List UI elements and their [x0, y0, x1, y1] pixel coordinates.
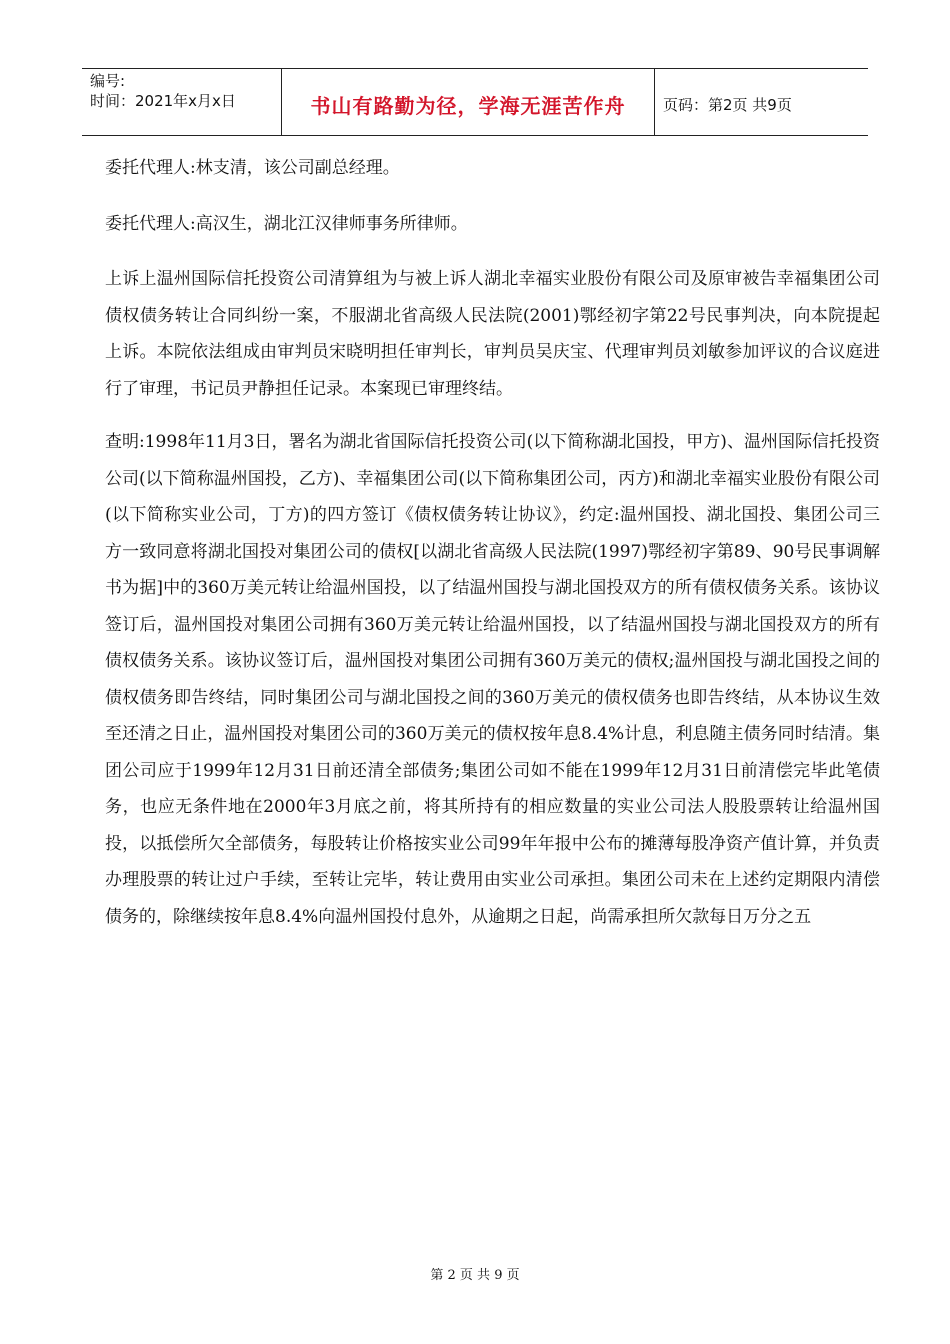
page-footer — [0, 1264, 950, 1283]
header-page-info: 页码：第2页 共9页 — [663, 95, 792, 114]
footer-middle: 页 共 — [459, 1268, 491, 1283]
document-number-label: 编号: — [90, 72, 126, 90]
footer-page-number: 2 — [447, 1268, 456, 1283]
paragraph-facts: 查明:1998年11月3日，署名为湖北省国际信托投资公司(以下简称湖北国投，甲方)、温州国际信托投资公司(以下简称温州国投，乙方)、幸福集团公司(以下简称集团公司，丙方)和湖北幸福实业股份有限公司(以下简称实业公司，丁方)的四方签订《债权债务转让协议》，约定:温州国投、湖北国投、集团公司三方一致同意将湖北国投对集团公司的债权[以湖北省高级人民法院(1997)鄂经初字第89、90号民事调解书为据]中的360万美元转让给温州国投，以了结温州国投与湖北国投双方的所有债权债务关系。该协议签订后，温州国投对集团公司拥有360万美元转让给温州国投，以了结温州国投与湖北国投双方的所有债权债务关系。该协议签订后，温州国投对集团公司拥有360万美元的债权;温州国投与湖北国投之间的债权债务即告终结，同时集团公司与湖北国投之间的360万美元的债权债务也即告终结，从本协议生效至还清之日止，温州国投对集团公司的360万美元的债权按年息8.4%计息，利息随主债务同时结清。集团公司应于1999年12月31日前还清全部债务;集团公司如不能在1999年12月31日前清偿完毕此笔债务，也应无条件地在2000年3月底之前，将其所持有的相应数量的实业公司法人股股票转让给温州国投，以抵偿所欠全部债务，每股转让价格按实业公司99年年报中公布的摊薄每股净资产值计算，并负责办理股票的转让过户手续，至转让完毕，转让费用由实业公司承担。集团公司未在上述约定期限内清偿债务的，除继续按年息8.4%向温州国投付息外，从逾期之日起，尚需承担所欠款每日万分之五 — [105, 432, 880, 927]
page-header — [82, 68, 868, 136]
paragraph-appeal: 上诉上温州国际信托投资公司清算组为与被上诉人湖北幸福实业股份有限公司及原审被告幸福集团公司债权债务转让合同纠纷一案，不服湖北省高级人民法院(2001)鄂经初字第22号民事判决，向本院提起上诉。本院依法组成由审判员宋晓明担任审判长，审判员吴庆宝、代理审判员刘敏参加评议的合议庭进行了审理，书记员尹静担任记录。本案现已审理终结。 — [105, 269, 880, 399]
footer-prefix: 第 — [430, 1268, 444, 1283]
paragraph-agent-2: 委托代理人:高汉生，湖北江汉律师事务所律师。 — [105, 213, 468, 234]
header-motto: 书山有路勤为径，学海无涯苦作舟 — [282, 69, 655, 135]
footer-total-pages: 9 — [494, 1268, 503, 1283]
footer-suffix: 页 — [506, 1268, 520, 1283]
paragraph-agent-1: 委托代理人:林支清，该公司副总经理。 — [105, 158, 400, 178]
document-time-label: 时间：2021年x月x日 — [90, 92, 236, 110]
header-meta — [82, 69, 282, 135]
document-body — [105, 150, 880, 935]
